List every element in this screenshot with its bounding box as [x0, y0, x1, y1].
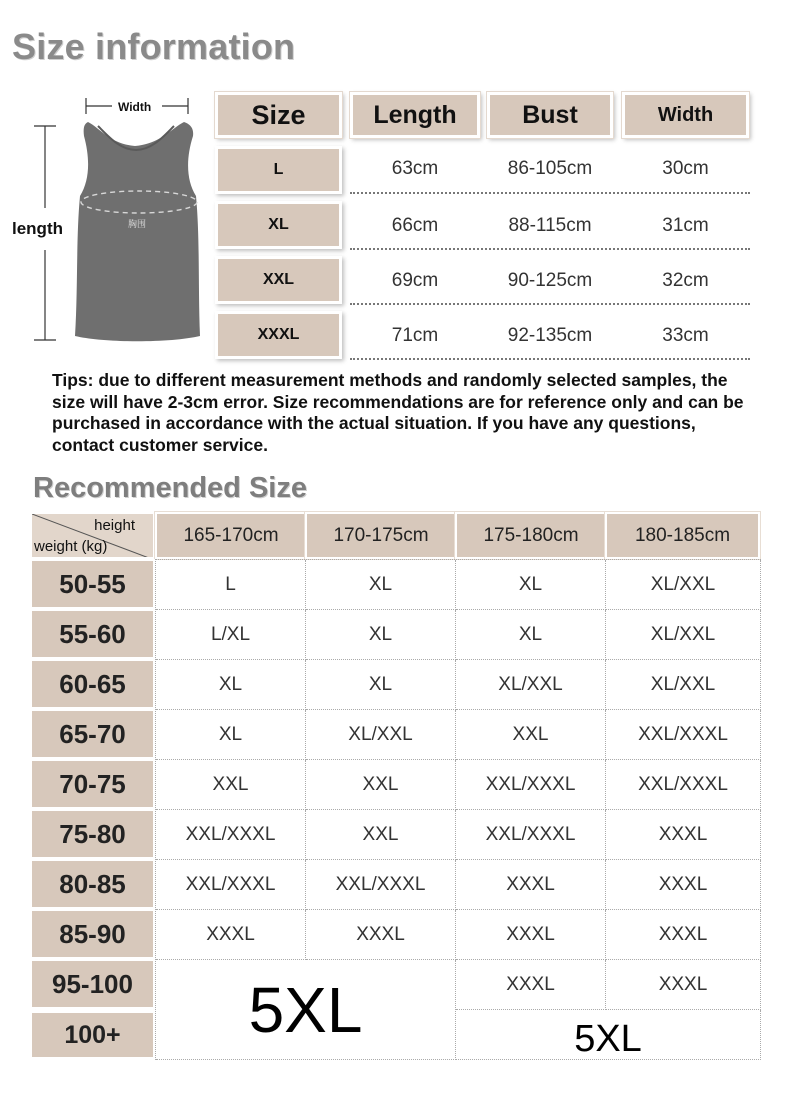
weight-row-header: 65-70	[30, 709, 155, 759]
row-divider	[350, 303, 750, 305]
grid-cell: XL	[156, 710, 306, 760]
row-divider	[350, 358, 750, 360]
grid-cell: XXXL	[606, 910, 761, 960]
grid-cell: XL/XXL	[456, 660, 606, 710]
grid-cell: XL	[306, 660, 456, 710]
length-value: 63cm	[391, 158, 439, 179]
size-row-label: XXL	[215, 256, 342, 304]
grid-cell: XL/XXL	[306, 710, 456, 760]
grid-cell: XXL/XXXL	[456, 810, 606, 860]
grid-cell: XXXL	[306, 910, 456, 960]
grid-cell: XXL/XXXL	[456, 760, 606, 810]
table-corner	[30, 512, 155, 559]
weight-row-header: 70-75	[30, 759, 155, 809]
grid-cell: XL	[306, 610, 456, 660]
height-col-header: 175-180cm	[455, 512, 607, 559]
weight-row-header: 95-100	[30, 959, 155, 1009]
width-value: 31cm	[662, 215, 709, 236]
width-value: 32cm	[662, 270, 709, 291]
header-length: Length	[350, 92, 480, 138]
grid-cell: XXXL	[156, 910, 306, 960]
grid-cell: XL	[306, 560, 456, 610]
corner-weight-label: weight (kg)	[34, 538, 108, 555]
bust-value: 90-125cm	[507, 270, 593, 291]
grid-cell: XXXL	[456, 860, 606, 910]
header-size: Size	[215, 92, 342, 138]
corner-height-label: height	[94, 517, 135, 534]
weight-row-header: 80-85	[30, 859, 155, 909]
grid-cell: XXL/XXXL	[606, 760, 761, 810]
recommendation-grid	[155, 559, 761, 1060]
grid-cell: XXXL	[606, 960, 761, 1010]
bust-value: 86-105cm	[507, 158, 593, 179]
big-5xl-right: 5XL	[456, 1010, 761, 1060]
height-col-header: 180-185cm	[605, 512, 760, 559]
grid-cell: L/XL	[156, 610, 306, 660]
bust-value: 88-115cm	[508, 215, 592, 236]
length-value: 69cm	[391, 270, 439, 291]
grid-cell: XL/XXL	[606, 610, 761, 660]
grid-cell: XXL/XXXL	[156, 860, 306, 910]
grid-cell: XL	[456, 610, 606, 660]
size-row-label: XXXL	[215, 311, 342, 359]
weight-row-header: 75-80	[30, 809, 155, 859]
weight-row-header: 55-60	[30, 609, 155, 659]
grid-cell: XL	[156, 660, 306, 710]
big-5xl-left: 5XL	[156, 960, 456, 1060]
row-divider	[350, 192, 750, 194]
grid-cell: XXXL	[456, 910, 606, 960]
height-col-header: 165-170cm	[155, 512, 307, 559]
grid-cell: XXL	[156, 760, 306, 810]
weight-row-header: 100+	[30, 1011, 155, 1059]
grid-cell: XL/XXL	[606, 660, 761, 710]
width-value: 33cm	[662, 325, 709, 346]
grid-cell: XXL	[456, 710, 606, 760]
height-col-header: 170-175cm	[305, 512, 457, 559]
grid-cell: XXXL	[456, 960, 606, 1010]
grid-cell: L	[156, 560, 306, 610]
chest-label: 胸围	[128, 220, 147, 230]
grid-cell: XXL/XXXL	[306, 860, 456, 910]
grid-cell: XXL/XXXL	[606, 710, 761, 760]
grid-cell: XXL	[306, 760, 456, 810]
length-label: length	[12, 219, 63, 238]
weight-row-header: 85-90	[30, 909, 155, 959]
grid-cell: XXL/XXXL	[156, 810, 306, 860]
grid-cell: XL	[456, 560, 606, 610]
bust-value: 92-135cm	[507, 325, 593, 346]
weight-row-header: 60-65	[30, 659, 155, 709]
size-row-label: L	[215, 146, 342, 194]
length-value: 71cm	[391, 325, 439, 346]
grid-cell: XL/XXL	[606, 560, 761, 610]
tips-text: Tips: due to different measurement methods and randomly selected samples, the size will have 2-3cm error. Size recommendations are for reference only and can be purchased in accordance with the actual situation. If you have any questions, contact customer service.	[52, 370, 744, 455]
width-label: Width	[118, 100, 152, 114]
length-value: 66cm	[391, 215, 439, 236]
header-width: Width	[622, 92, 749, 138]
weight-row-header: 50-55	[30, 559, 155, 609]
grid-cell: XXXL	[606, 810, 761, 860]
size-information-heading: Size information	[12, 26, 296, 67]
row-divider	[350, 248, 750, 250]
recommended-size-heading: Recommended Size	[33, 472, 307, 504]
header-bust: Bust	[487, 92, 613, 138]
tank-top-figure	[0, 88, 215, 358]
grid-cell: XXXL	[606, 860, 761, 910]
grid-cell: XXL	[306, 810, 456, 860]
size-row-label: XL	[215, 201, 342, 249]
width-value: 30cm	[662, 158, 709, 179]
